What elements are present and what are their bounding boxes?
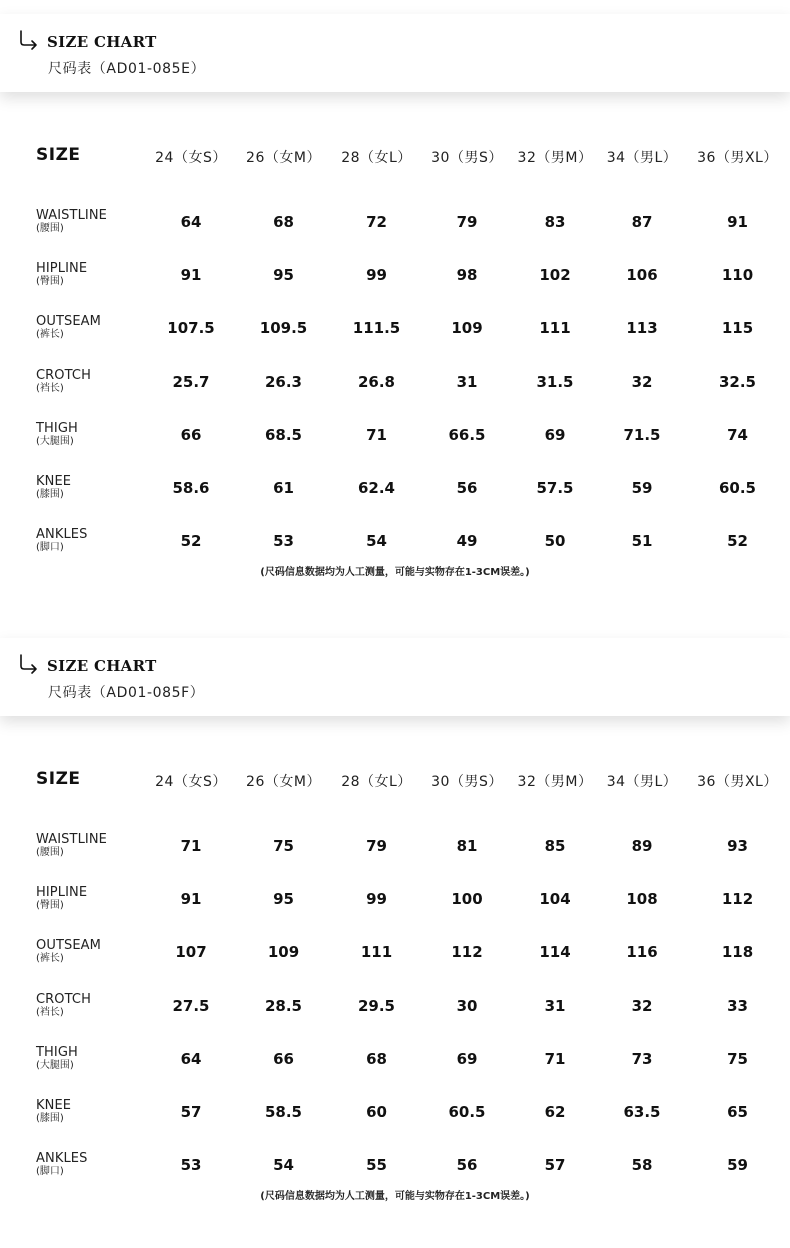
chart-subtitle: 尺码表（AD01-085F） (48, 685, 205, 701)
row-label-en: OUTSEAM (36, 938, 101, 954)
table-row (0, 926, 790, 979)
size-column-header: 28（女L） (341, 773, 412, 790)
row-label-zh: (脚口) (36, 542, 64, 554)
row-label (0, 819, 145, 872)
measurement-cell: 66.5 (448, 425, 486, 444)
measurement-cell: 64 (180, 212, 202, 231)
measurement-cell: 31 (544, 996, 566, 1015)
measurement-cell: 83 (544, 212, 566, 231)
table-row (0, 195, 790, 248)
size-column-header: 36（男XL） (697, 149, 778, 166)
table-row (0, 515, 790, 568)
row-label (0, 461, 145, 514)
size-column-header: 34（男L） (606, 149, 678, 166)
row-label-zh: (大腿围) (36, 1059, 74, 1071)
row-label-zh: (裤长) (36, 329, 64, 341)
size-column-header: 28（女L） (341, 149, 412, 166)
measurement-cell: 107 (175, 943, 207, 962)
table-row (0, 248, 790, 301)
measurement-cell: 54 (273, 1156, 294, 1175)
measurement-cell: 113 (626, 319, 658, 338)
measurement-cell: 56 (456, 479, 478, 498)
measurement-cell: 59 (727, 1156, 748, 1175)
measurement-cell: 62 (544, 1103, 566, 1122)
measurement-cell: 27.5 (172, 996, 210, 1015)
table-row (0, 1085, 790, 1138)
measurement-cell: 95 (273, 889, 294, 908)
measurement-cell: 66 (273, 1049, 294, 1068)
measurement-cell: 111 (360, 943, 393, 962)
measurement-cell: 30 (456, 996, 478, 1015)
measurement-cell: 115 (721, 319, 754, 338)
arrow-down-right-icon (17, 29, 39, 51)
measurement-cell: 60.5 (448, 1103, 486, 1122)
measurement-cell: 25.7 (172, 372, 210, 391)
measurement-note: (尺码信息数据均为人工测量，可能与实物存在1-3CM误差。) (260, 567, 530, 578)
measurement-cell: 89 (631, 836, 653, 855)
table-header-row (0, 115, 790, 195)
row-label-zh: (脚口) (36, 1166, 64, 1178)
measurement-cell: 61 (273, 479, 294, 498)
row-label-en: ANKLES (36, 527, 88, 543)
row-label-en: ANKLES (36, 1151, 88, 1167)
measurement-cell: 52 (180, 532, 202, 551)
measurement-cell: 114 (539, 943, 571, 962)
row-label-zh: (臀围) (36, 899, 64, 911)
measurement-cell: 99 (366, 265, 387, 284)
measurement-cell: 100 (451, 889, 483, 908)
chart-title: SIZE CHART (47, 33, 157, 51)
row-label-zh: (腰围) (36, 222, 64, 234)
chart-title: SIZE CHART (47, 657, 157, 675)
row-label (0, 408, 145, 461)
measurement-cell: 91 (180, 265, 202, 284)
measurement-cell: 111 (539, 319, 571, 338)
table-row (0, 872, 790, 925)
measurement-cell: 91 (727, 212, 748, 231)
measurement-cell: 69 (544, 425, 566, 444)
measurement-cell: 95 (273, 265, 294, 284)
measurement-cell: 104 (539, 889, 571, 908)
row-label-zh: (膝围) (36, 489, 64, 501)
size-column-header: 30（男S） (431, 149, 503, 166)
row-label-en: HIPLINE (36, 884, 88, 900)
size-column-header: 36（男XL） (697, 773, 778, 790)
size-column-header: 26（女M） (246, 149, 321, 166)
measurement-cell: 60.5 (718, 479, 756, 498)
row-label-zh: (裆长) (36, 382, 64, 394)
table-row (0, 819, 790, 872)
chart-header (0, 638, 790, 716)
size-column-header: 32（男M） (517, 773, 593, 790)
measurement-cell: 85 (544, 836, 566, 855)
measurement-cell: 32.5 (718, 372, 756, 391)
measurement-cell: 31.5 (536, 372, 574, 391)
size-table (0, 739, 790, 1192)
measurement-cell: 63.5 (623, 1103, 661, 1122)
measurement-cell: 87 (631, 212, 653, 231)
measurement-cell: 109 (451, 319, 483, 338)
chart-header (0, 14, 790, 92)
measurement-cell: 58.5 (264, 1103, 302, 1122)
table-row (0, 1139, 790, 1192)
row-label-en: WAISTLINE (36, 831, 107, 847)
measurement-cell: 57.5 (536, 479, 574, 498)
measurement-cell: 74 (727, 425, 748, 444)
measurement-cell: 110 (721, 265, 754, 284)
measurement-cell: 112 (721, 889, 754, 908)
row-label-en: THIGH (36, 1044, 78, 1060)
measurement-cell: 98 (456, 265, 478, 284)
measurement-cell: 62.4 (357, 479, 395, 498)
measurement-cell: 51 (631, 532, 653, 551)
measurement-cell: 32 (631, 996, 653, 1015)
measurement-cell: 66 (180, 425, 202, 444)
size-table (0, 115, 790, 568)
size-header: SIZE (36, 769, 81, 789)
measurement-cell: 71 (366, 425, 387, 444)
measurement-cell: 26.8 (357, 372, 395, 391)
row-label (0, 872, 145, 925)
measurement-cell: 58.6 (172, 479, 210, 498)
row-label (0, 515, 145, 568)
table-header-row (0, 739, 790, 819)
row-label-zh: (膝围) (36, 1113, 64, 1125)
measurement-cell: 79 (366, 836, 387, 855)
measurement-cell: 106 (626, 265, 658, 284)
table-row (0, 302, 790, 355)
row-label (0, 1139, 145, 1192)
measurement-cell: 102 (539, 265, 571, 284)
measurement-cell: 32 (631, 372, 653, 391)
table-row (0, 408, 790, 461)
measurement-cell: 79 (456, 212, 478, 231)
measurement-cell: 49 (456, 532, 478, 551)
measurement-cell: 112 (451, 943, 483, 962)
size-chart-section (0, 624, 790, 1248)
size-column-header: 26（女M） (246, 773, 321, 790)
measurement-cell: 64 (180, 1049, 202, 1068)
size-column-header: 32（男M） (517, 149, 593, 166)
measurement-cell: 31 (456, 372, 478, 391)
table-row (0, 1032, 790, 1085)
measurement-cell: 71.5 (623, 425, 661, 444)
measurement-cell: 81 (456, 836, 478, 855)
measurement-cell: 72 (366, 212, 387, 231)
measurement-cell: 75 (727, 1049, 748, 1068)
row-label (0, 355, 145, 408)
row-label (0, 302, 145, 355)
row-label-zh: (腰围) (36, 846, 64, 858)
measurement-cell: 52 (727, 532, 748, 551)
measurement-cell: 109.5 (259, 319, 308, 338)
measurement-note: (尺码信息数据均为人工测量，可能与实物存在1-3CM误差。) (260, 1191, 530, 1202)
row-label (0, 979, 145, 1032)
measurement-cell: 55 (366, 1156, 387, 1175)
measurement-cell: 91 (180, 889, 202, 908)
row-label-en: KNEE (36, 474, 72, 490)
row-label-en: CROTCH (36, 367, 91, 383)
measurement-cell: 73 (631, 1049, 653, 1068)
row-label-en: HIPLINE (36, 260, 88, 276)
measurement-cell: 28.5 (264, 996, 302, 1015)
measurement-cell: 71 (544, 1049, 566, 1068)
size-column-header: 24（女S） (155, 149, 227, 166)
chart-subtitle: 尺码表（AD01-085E） (48, 61, 206, 77)
measurement-cell: 57 (544, 1156, 566, 1175)
row-label (0, 248, 145, 301)
arrow-down-right-icon (17, 653, 39, 675)
measurement-cell: 109 (267, 943, 300, 962)
row-label-zh: (大腿围) (36, 435, 74, 447)
row-label-en: OUTSEAM (36, 314, 101, 330)
measurement-cell: 93 (727, 836, 748, 855)
measurement-cell: 29.5 (357, 996, 395, 1015)
measurement-cell: 111.5 (352, 319, 401, 338)
measurement-cell: 71 (180, 836, 202, 855)
size-column-header: 34（男L） (606, 773, 678, 790)
row-label-zh: (裆长) (36, 1006, 64, 1018)
measurement-cell: 75 (273, 836, 294, 855)
row-label (0, 1085, 145, 1138)
measurement-cell: 53 (180, 1156, 202, 1175)
row-label (0, 195, 145, 248)
measurement-cell: 108 (626, 889, 658, 908)
measurement-cell: 58 (631, 1156, 653, 1175)
measurement-cell: 68.5 (264, 425, 302, 444)
measurement-cell: 54 (366, 532, 387, 551)
row-label-en: THIGH (36, 420, 78, 436)
measurement-cell: 107.5 (167, 319, 215, 338)
row-label (0, 1032, 145, 1085)
measurement-cell: 116 (626, 943, 658, 962)
measurement-cell: 68 (273, 212, 294, 231)
measurement-cell: 56 (456, 1156, 478, 1175)
measurement-cell: 50 (544, 532, 566, 551)
measurement-cell: 60 (366, 1103, 387, 1122)
row-label-zh: (臀围) (36, 275, 64, 287)
row-label (0, 926, 145, 979)
measurement-cell: 65 (727, 1103, 748, 1122)
table-row (0, 461, 790, 514)
measurement-cell: 99 (366, 889, 387, 908)
measurement-cell: 118 (721, 943, 754, 962)
measurement-cell: 59 (631, 479, 653, 498)
measurement-cell: 68 (366, 1049, 387, 1068)
size-column-header: 24（女S） (155, 773, 227, 790)
row-label-en: KNEE (36, 1098, 72, 1114)
size-column-header: 30（男S） (431, 773, 503, 790)
table-row (0, 355, 790, 408)
measurement-cell: 57 (180, 1103, 202, 1122)
row-label-en: CROTCH (36, 991, 91, 1007)
table-row (0, 979, 790, 1032)
size-header: SIZE (36, 145, 81, 165)
measurement-cell: 33 (727, 996, 748, 1015)
row-label-zh: (裤长) (36, 953, 64, 965)
measurement-cell: 26.3 (264, 372, 302, 391)
measurement-cell: 69 (456, 1049, 478, 1068)
measurement-cell: 53 (273, 532, 294, 551)
row-label-en: WAISTLINE (36, 207, 107, 223)
